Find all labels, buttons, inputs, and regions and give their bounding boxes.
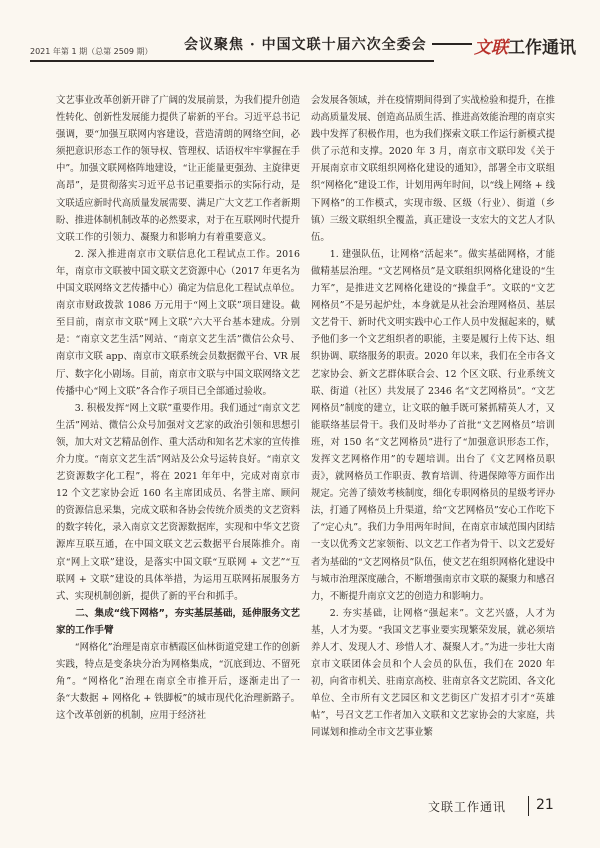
left-column	[56, 92, 300, 724]
right-column	[311, 92, 555, 742]
brand-name: 工作通讯	[508, 38, 576, 58]
publication-brand	[474, 33, 576, 58]
page-number: 21	[536, 797, 554, 813]
paragraph: 会发展各领域，并在疫情期间得到了实战检验和提升，在推动高质量发展、创造高品质生活、推进高效能治理的南京实践中发挥了积极作用，也为我们探索文联工作运行新模式提供了示范和支撑。2020 年 3 月，南京市文联印发《关于开展南京市文联组织网格化建设的通知》，部署全市文联组织“网格化”建设工作，计划用两年时间，以“线上网络 + 线下网格”的工作模式，实现市级、区级（行业）、街道（乡镇）三级文联组织全覆盖，真正建设一支宏大的文艺人才队伍。	[311, 95, 555, 243]
issue-number: 2021 年第 1 期（总第 2509 期）	[30, 47, 153, 56]
section-title: 会议聚焦 · 中国文联十届六次全委会	[184, 37, 427, 53]
brand-logo-text: 文联	[474, 38, 508, 58]
section-heading: 二、集成“线下网格”，夯实基层基础，延伸服务文艺家的工作手臂	[56, 607, 300, 636]
paragraph: 3. 积极发挥“网上文联”重要作用。我们通过“南京文艺生活”网站、微信公众号加强对文艺家的政治引领和思想引领，加大对文艺精品创作、重大活动和知名艺术家的宣传推介力度。“南京文艺生活”网站及公众号运转良好。“南京文艺资源数字化工程”，将在 2021 年年中，完成对南京市 12 个文艺家协会近 160 名主席团成员、名誉主席、顾问的资源信息采集，完成文联和各协会传统介质类的文艺资料的数字转化，录入南京文艺资源数据库，实现和中华文艺资源库互联互通，在中国文联文艺云数据平台展陈推介。南京“网上文联”建设，是落实中国文联“互联网 + 文艺”“互联网 + 文联”建设的具体举措，为运用互联网拓展服务方式、实现机制创新，提供了新的平台和抓手。	[56, 402, 300, 602]
paragraph: 2. 深入推进南京市文联信息化工程试点工作。2016 年，南京市文联被中国文联文艺资源中心（2017 年更名为中国文联网络文艺传播中心）确定为信息化工程试点单位。南京市财政拨款 1086 万元用于“网上文联”项目建设。截至目前，南京市文联“网上文联”六大平台基本建成。分别是：“南京文艺生活”网站、“南京文艺生活”微信公众号、南京市文联 app、南京市文联系统会员数据微平台、VR 展厅、数字化小剧场。目前，南京市文联与中国文联网络文艺传播中心“网上文联”各合作子项目已全部通过验收。	[56, 248, 300, 397]
paragraph: 1. 建强队伍，让网格“活起来”。做实基础网格，才能做精基层治理。“文艺网格员”是文联组织网格化建设的“生力军”，是推进文艺网格化建设的“操盘手”。文联的“文艺网格员”不是另起炉灶，本身就是从社会治理网格员、基层文艺骨干、新时代文明实践中心工作人员中发掘起来的，赋予他们多一个文艺组织者的职能，主要是履行上传下达、组织协调、联络服务的职责。2020 年以来，我们在全市各文艺家协会、新文艺群体联合会、12 个区文联、行业系统文联、街道（社区）共发展了 2346 名“文艺网格员”。“文艺网格员”制度的建立，让文联的触手既可紧抓精英人才，又能联络基层骨干。我们及时举办了首批“文艺网格员”培训班，对 150 名“文艺网格员”进行了“加强意识形态工作，发挥文艺网格作用”的专题培训。出台了《文艺网格员职责》，就网格员工作职责、教育培训、待遇保障等方面作出规定。完善了绩效考核制度，细化专职网格员的星级考评办法，打通了网格员上升渠道，给“文艺网格员”安心工作吃下了“定心丸”。我们力争用两年时间，在南京市域范围内团结一支以优秀文艺家领衔、以文艺工作者为骨干、以文艺爱好者为基础的“文艺网格员”队伍，使文艺在组织网格化建设中与城市治理深度融合，不断增强南京市文联的凝聚力和感召力，不断提升南京文艺的创造力和影响力。	[311, 248, 555, 602]
footer-separator	[528, 796, 529, 816]
paragraph: “网格化”治理是南京市栖霞区仙林街道党建工作的创新实践，特点是变条块分治为网格集成，“沉底到边、不留死角”。“网格化”治理在南京全市推开后，逐渐走出了一条“大数据 + 网格化 + 铁脚板”的城市现代化治理新路子。这个改革创新的机制，应用于经济社	[56, 642, 301, 722]
paragraph: 2. 夯实基础，让网格“强起来”。文艺兴盛，人才为基，人才为要。“我国文艺事业要实现繁荣发展，就必须培养人才、发现人才、珍惜人才、凝聚人才。”为进一步壮大南京市文联团体会员和个人会员的队伍，我们在 2020 年初，向省市机关、驻南京高校、驻南京各文艺院团、各文化单位、全市所有文艺园区和文艺街区广发招才引才“英雄帖”，号召文艺工作者加入文联和文艺家协会的大家庭，共同谋划和推动全市文艺事业繁	[311, 607, 555, 739]
header-rule	[30, 60, 434, 62]
header-dash	[432, 43, 472, 45]
footer-publication-title: 文联工作通讯	[428, 800, 507, 814]
page-header	[0, 0, 600, 62]
paragraph: 文艺事业改革创新开辟了广阔的发展前景，为我们提升创造性转化、创新性发展能力提供了崭新的平台。习近平总书记强调，要“加强互联网内容建设，营造清朗的网络空间，必须把意识形态工作的领导权、管理权、话语权牢牢掌握在手中”。加强文联网格阵地建设，“让正能量更强劲、主旋律更高昂”，是贯彻落实习近平总书记重要指示的实际行动，是文联适应新时代高质量发展需要、满足广大文艺工作者新期盼、推进体制机制改革的必然要求，对于在互联网时代提升文联工作的引领力、凝聚力和影响力有着重要意义。	[56, 95, 300, 243]
